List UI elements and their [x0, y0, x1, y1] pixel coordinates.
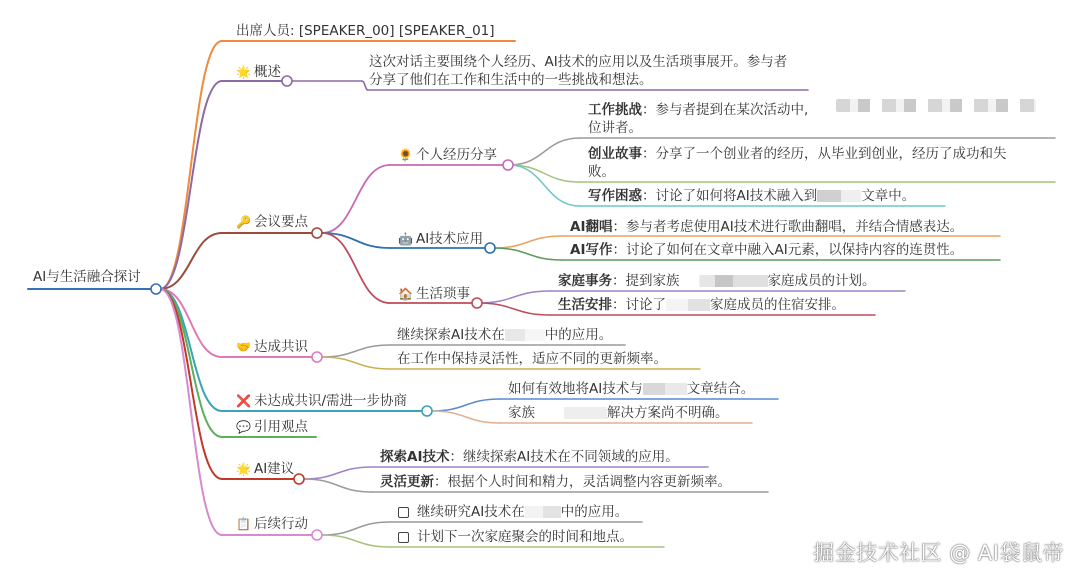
personal-node[interactable]	[398, 146, 497, 164]
personal-item-2-text: ：分享了一个创业者的经历，从毕业到创业，经历了成功和失	[642, 146, 1007, 162]
key-points-label: 会议要点	[253, 214, 308, 230]
ai-item-2	[570, 241, 963, 259]
star-icon: 🌟	[236, 462, 251, 476]
star-icon: 🌟	[236, 65, 251, 79]
follow-up-item-1-text: 继续研究AI技术在	[417, 504, 525, 520]
ai-suggestion-item-1-text: ：继续探索AI技术在不同领域的应用。	[449, 449, 679, 465]
life-node[interactable]	[398, 285, 470, 303]
no-consensus-leaf-1-link	[432, 399, 500, 411]
redacted-block	[535, 407, 607, 419]
personal-item-1	[588, 101, 808, 119]
follow-up-node[interactable]	[236, 515, 308, 533]
consensus-item-1-tail: 中的应用。	[544, 327, 613, 343]
life-item-1-tail: 家庭成员的计划。	[767, 273, 876, 289]
personal-leaf-1-link	[509, 138, 580, 165]
overview-node-toggle[interactable]	[282, 76, 292, 86]
ai-suggestion-item-2-text: ：根据个人时间和精力，灵活调整内容更新频率。	[434, 474, 731, 490]
ai-suggestion-item-2-title: 灵活更新	[380, 474, 434, 490]
personal-item-3-title: 写作困惑	[588, 188, 642, 204]
follow-up-branch-link	[160, 289, 222, 535]
redacted-block	[505, 329, 545, 341]
ai-suggestion-item-1	[380, 448, 679, 466]
ai-leaf-2-link	[494, 248, 562, 260]
ai-node[interactable]	[398, 230, 483, 248]
ai-item-1-title: AI翻唱	[570, 219, 613, 235]
personal-item-3	[588, 187, 915, 205]
redacted-block	[817, 190, 861, 202]
life-link	[322, 233, 390, 303]
ai-item-2-text: ：讨论了如何在文章中融入AI元素，以保持内容的连贯性。	[612, 242, 964, 258]
follow-up-item-2	[398, 528, 633, 546]
checkbox-icon[interactable]	[398, 507, 409, 518]
life-item-1	[558, 272, 876, 290]
life-leaf-1-link	[478, 291, 550, 303]
overview-text-line1: 这次对话主要围绕个人经历、AI技术的应用以及生活琐事展开。参与者	[369, 54, 788, 70]
personal-leaf-3-link	[509, 165, 580, 206]
personal-label: 个人经历分享	[415, 147, 497, 163]
follow-up-node-toggle[interactable]	[312, 530, 322, 540]
consensus-item-1	[397, 326, 612, 344]
life-node-toggle[interactable]	[472, 298, 482, 308]
life-item-2-text: ：讨论了	[612, 297, 666, 313]
life-item-2	[558, 296, 845, 314]
no-consensus-item-1-tail: 文章结合。	[686, 381, 755, 397]
ai-leaf-1-link	[494, 236, 562, 248]
root-node-toggle[interactable]	[151, 284, 161, 294]
no-consensus-branch-link	[160, 289, 222, 411]
personal-item-1-text: ：参与者提到在某次活动中,	[642, 102, 809, 118]
consensus-leaf-1-link	[322, 345, 390, 357]
key-icon: 🔑	[236, 215, 251, 229]
checkbox-icon[interactable]	[398, 532, 409, 543]
ai-suggestion-leaf-2-link	[304, 479, 372, 492]
follow-up-leaf-2-link	[322, 535, 390, 547]
no-consensus-leaf-2-link	[432, 411, 500, 423]
ai-suggestions-label: AI建议	[253, 461, 295, 477]
redacted-block	[836, 99, 1036, 112]
follow-up-label: 后续行动	[253, 516, 308, 532]
life-label: 生活琐事	[415, 286, 470, 302]
ai-label: AI技术应用	[415, 231, 484, 247]
ai-suggestions-node[interactable]	[236, 460, 294, 478]
notepad-icon: 📋	[236, 517, 251, 531]
personal-item-2-title: 创业故事	[588, 146, 642, 162]
overview-text-link-b	[362, 81, 368, 90]
personal-item-1-line2: 位讲者。	[588, 120, 642, 136]
personal-link	[322, 165, 390, 233]
ai-suggestion-leaf-1-link	[304, 467, 372, 479]
overview-node[interactable]	[236, 63, 281, 81]
consensus-item-1-text: 继续探索AI技术在	[397, 327, 505, 343]
personal-leaf-2-link	[509, 165, 580, 182]
personal-item-3-tail: 文章中。	[861, 188, 916, 204]
redacted-block	[680, 275, 768, 287]
no-consensus-item-1-text: 如何有效地将AI技术与	[508, 381, 643, 397]
redacted-block	[666, 299, 710, 311]
follow-up-item-1	[398, 503, 628, 521]
redacted-block	[525, 506, 561, 518]
consensus-node-toggle[interactable]	[312, 352, 322, 362]
follow-up-leaf-1-link	[322, 522, 390, 535]
root-node-label[interactable]: AI与生活融合探讨	[33, 269, 141, 285]
personal-item-3-text: ：讨论了如何将AI技术融入到	[642, 188, 818, 204]
key-points-node-toggle[interactable]	[312, 228, 322, 238]
speech-bubble-icon: 💬	[236, 420, 251, 434]
follow-up-item-2-text: 计划下一次家庭聚会的时间和地点。	[417, 529, 633, 545]
overview-branch-link	[160, 81, 222, 289]
ai-suggestions-node-toggle[interactable]	[294, 474, 304, 484]
no-consensus-item-2-tail: 解决方案尚不明确。	[607, 405, 729, 421]
overview-label: 概述	[253, 64, 281, 80]
life-item-2-tail: 家庭成员的住宿安排。	[710, 297, 845, 313]
overview-text-line2: 分享了他们在工作和生活中的一些挑战和想法。	[369, 72, 653, 88]
personal-item-1-title: 工作挑战	[588, 102, 642, 118]
follow-up-item-1-tail: 中的应用。	[560, 504, 629, 520]
handshake-icon: 🤝	[236, 340, 251, 354]
no-consensus-item-2	[508, 404, 729, 422]
ai-suggestions-branch-link	[160, 289, 222, 479]
ai-item-1-text: ：参与者考虑使用AI技术进行歌曲翻唱，并结合情感表达。	[612, 219, 964, 235]
quotes-label: 引用观点	[253, 419, 308, 435]
ai-item-2-title: AI写作	[570, 242, 613, 258]
cross-icon: ❌	[236, 394, 251, 408]
redacted-block	[643, 383, 687, 395]
quotes-node[interactable]	[236, 418, 308, 436]
no-consensus-node[interactable]	[236, 392, 407, 410]
no-consensus-node-toggle[interactable]	[422, 406, 432, 416]
robot-icon: 🤖	[398, 232, 413, 246]
personal-item-2-line2: 败。	[588, 164, 615, 180]
life-item-2-title: 生活安排	[558, 297, 612, 313]
attendees-branch-link	[160, 41, 222, 289]
ai-node-toggle[interactable]	[485, 243, 495, 253]
watermark: 掘金技术社区 @ AI袋鼠帝	[813, 541, 1064, 565]
life-leaf-2-link	[478, 303, 550, 315]
sun-icon: 🌻	[398, 148, 413, 162]
consensus-item-2: 在工作中保持灵活性，适应不同的更新频率。	[397, 351, 667, 367]
house-icon: 🏠	[398, 287, 413, 301]
no-consensus-label: 未达成共识/需进一步协商	[253, 393, 408, 409]
ai-item-1	[570, 218, 963, 236]
ai-suggestion-item-1-title: 探索AI技术	[380, 449, 450, 465]
consensus-label: 达成共识	[253, 339, 308, 355]
life-item-1-title: 家庭事务	[558, 273, 612, 289]
no-consensus-item-2-text: 家族	[508, 405, 535, 421]
life-item-1-text: ：提到家族	[612, 273, 680, 289]
consensus-leaf-2-link	[322, 357, 390, 369]
personal-node-toggle[interactable]	[503, 160, 513, 170]
consensus-node[interactable]	[236, 338, 308, 356]
key-points-node[interactable]	[236, 213, 308, 231]
no-consensus-item-1	[508, 380, 754, 398]
ai-suggestion-item-2	[380, 473, 731, 491]
attendees-label[interactable]: 出席人员: [SPEAKER_00] [SPEAKER_01]	[236, 23, 495, 39]
personal-item-2	[588, 145, 1007, 163]
